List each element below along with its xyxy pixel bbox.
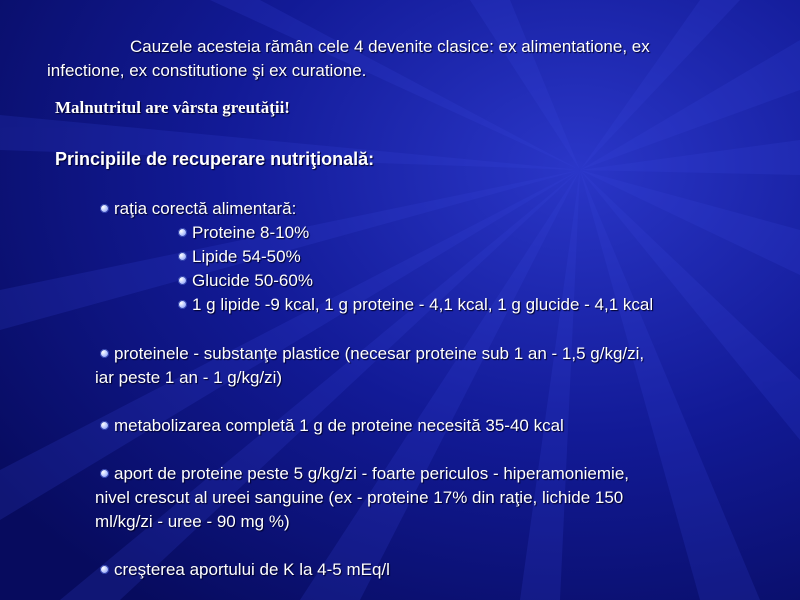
list-item-crestere: creşterea aportului de K la 4-5 mEq/l [100, 559, 390, 581]
bullet-circle-icon [100, 204, 109, 213]
heading: Principiile de recuperare nutriţională: [55, 149, 375, 169]
subtitle: Malnutritul are vârsta greutăţii! [55, 98, 290, 117]
list-item-proteinele: proteinele - substanţe plastice (necesar proteine sub 1 an - 1,5 g/kg/zi, [100, 343, 644, 365]
list-item-aport-cont-1: nivel crescut al ureei sanguine (ex - proteine 17% din raţie, lichide 150 [95, 488, 624, 507]
bullet-circle-icon [100, 469, 109, 478]
intro-line-1: Cauzele acesteia rămân cele 4 devenite clasice: ex alimentatione, ex [130, 37, 650, 56]
list-item-aport: aport de proteine peste 5 g/kg/zi - foarte periculos - hiperamoniemie, [100, 463, 629, 485]
list-item-metabolizare: metabolizarea completă 1 g de proteine necesită 35-40 kcal [100, 415, 564, 437]
list-item-aport-cont-2: ml/kg/zi - uree - 90 mg %) [95, 512, 290, 531]
bullet-circle-icon [178, 252, 187, 261]
list-item-proteine: Proteine 8-10% [178, 222, 309, 244]
bullet-circle-icon [178, 276, 187, 285]
list-item-lipide: Lipide 54-50% [178, 246, 301, 268]
list-item-proteinele-cont: iar peste 1 an - 1 g/kg/zi) [95, 368, 283, 387]
intro-line-2: infectione, ex constitutione şi ex curatione. [47, 61, 367, 80]
list-item-ratia: raţia corectă alimentară: [100, 198, 296, 220]
bullet-circle-icon [100, 421, 109, 430]
list-item-kcal: 1 g lipide -9 kcal, 1 g proteine - 4,1 kcal, 1 g glucide - 4,1 kcal [178, 294, 653, 316]
bullet-circle-icon [178, 228, 187, 237]
bullet-circle-icon [100, 349, 109, 358]
bullet-circle-icon [100, 565, 109, 574]
bullet-circle-icon [178, 300, 187, 309]
list-item-glucide: Glucide 50-60% [178, 270, 313, 292]
